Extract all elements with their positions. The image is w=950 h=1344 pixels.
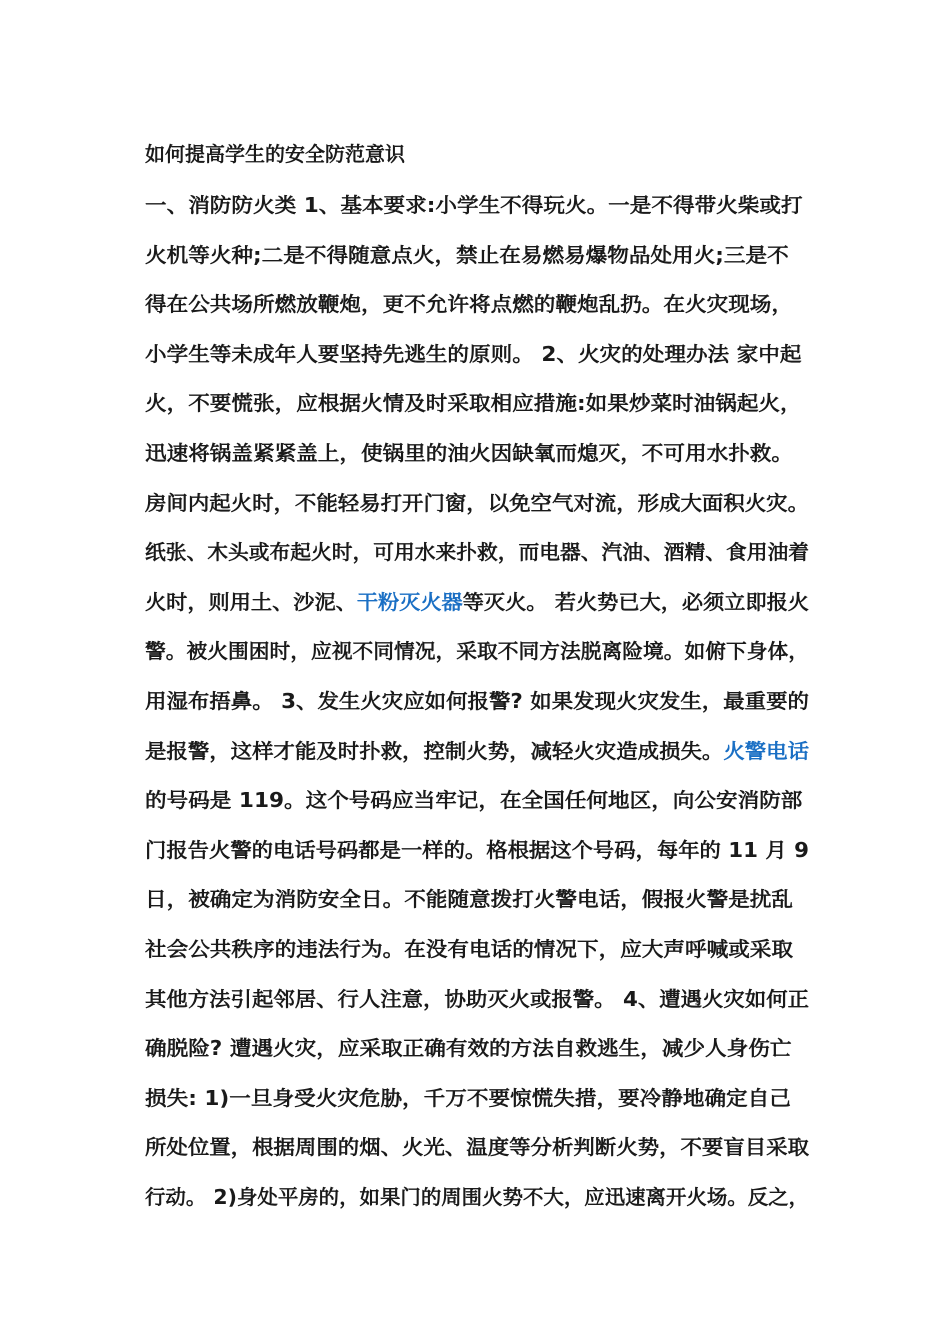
text-run: 所处位置，根据周围的烟、火光、温度等分析判断火势，不要盲目采取 <box>145 1135 810 1160</box>
text-line <box>145 925 815 975</box>
text-run: 社会公共秩序的违法行为。在没有电话的情况下，应大声呼喊或采取 <box>145 936 793 961</box>
text-line <box>145 975 815 1025</box>
text-line <box>145 727 815 777</box>
text-line <box>145 280 815 330</box>
text-run: 确脱险? 遭遇火灾，应采取正确有效的方法自救逃生，减少人身伤亡 <box>145 1036 792 1061</box>
text-run: 等灭火。 若火势已大，必须立即报火 <box>462 589 809 614</box>
text-run: 一、消防防火类 1、基本要求:小学生不得玩火。一是不得带火柴或打 <box>145 193 803 217</box>
text-run: 得在公共场所燃放鞭炮，更不允许将点燃的鞭炮乱扔。在火灾现场， <box>145 292 793 317</box>
text-line <box>145 627 815 677</box>
text-line <box>145 677 815 727</box>
text-run: 火时，则用土、沙泥、 <box>145 589 357 614</box>
hyperlink[interactable]: 干粉灭火器 <box>356 589 463 614</box>
text-line <box>145 1024 815 1074</box>
text-run: 警。被火围困时，应视不同情况，采取不同方法脱离险境。如俯下身体， <box>145 639 809 664</box>
hyperlink[interactable]: 火警电话 <box>723 738 810 763</box>
text-line <box>145 875 815 925</box>
text-run: 房间内起火时，不能轻易打开门窗，以免空气对流，形成大面积火灾。 <box>145 490 810 515</box>
text-line <box>145 776 815 826</box>
text-run: 行动。 2)身处平房的，如果门的周围火势不大，应迅速离开火场。反之， <box>145 1184 809 1209</box>
document-title: 如何提高学生的安全防范意识 <box>145 142 405 166</box>
text-line <box>145 379 815 429</box>
text-line <box>145 1123 815 1173</box>
document-body <box>145 181 815 1222</box>
text-run: 迅速将锅盖紧紧盖上，使锅里的油火因缺氧而熄灭，不可用水扑救。 <box>145 440 793 465</box>
text-run: 用湿布捂鼻。 3、发生火灾应如何报警? 如果发现火灾发生，最重要的 <box>145 688 809 713</box>
text-line <box>145 826 815 876</box>
text-run: 火机等火种;二是不得随意点火，禁止在易燃易爆物品处用火;三是不 <box>145 242 789 267</box>
text-line <box>145 429 815 479</box>
text-line <box>145 479 815 529</box>
text-run: 门报告火警的电话号码都是一样的。格根据这个号码，每年的 11 月 9 <box>145 837 809 862</box>
text-run: 日，被确定为消防安全日。不能随意拨打火警电话，假报火警是扰乱 <box>145 887 793 912</box>
text-line <box>145 528 815 578</box>
text-run: 小学生等未成年人要坚持先逃生的原则。 2、火灾的处理办法 家中起 <box>145 341 802 366</box>
text-run: 其他方法引起邻居、行人注意，协助灭火或报警。 4、遭遇火灾如何正 <box>145 986 809 1011</box>
text-line <box>145 231 815 281</box>
text-run: 火，不要慌张，应根据火情及时采取相应措施:如果炒菜时油锅起火， <box>145 391 802 416</box>
text-run: 是报警，这样才能及时扑救，控制火势，减轻火灾造成损失。 <box>145 738 724 763</box>
text-line <box>145 578 815 628</box>
text-line <box>145 181 815 231</box>
text-run: 的号码是 119。这个号码应当牢记，在全国任何地区，向公安消防部 <box>145 788 803 813</box>
text-run: 损失: 1)一旦身受火灾危胁，千万不要惊慌失措，要冷静地确定自己 <box>145 1085 791 1110</box>
text-line <box>145 330 815 380</box>
text-line <box>145 1074 815 1124</box>
text-run: 纸张、木头或布起火时，可用水来扑救，而电器、汽油、酒精、食用油着 <box>145 540 809 565</box>
text-line <box>145 1173 815 1223</box>
